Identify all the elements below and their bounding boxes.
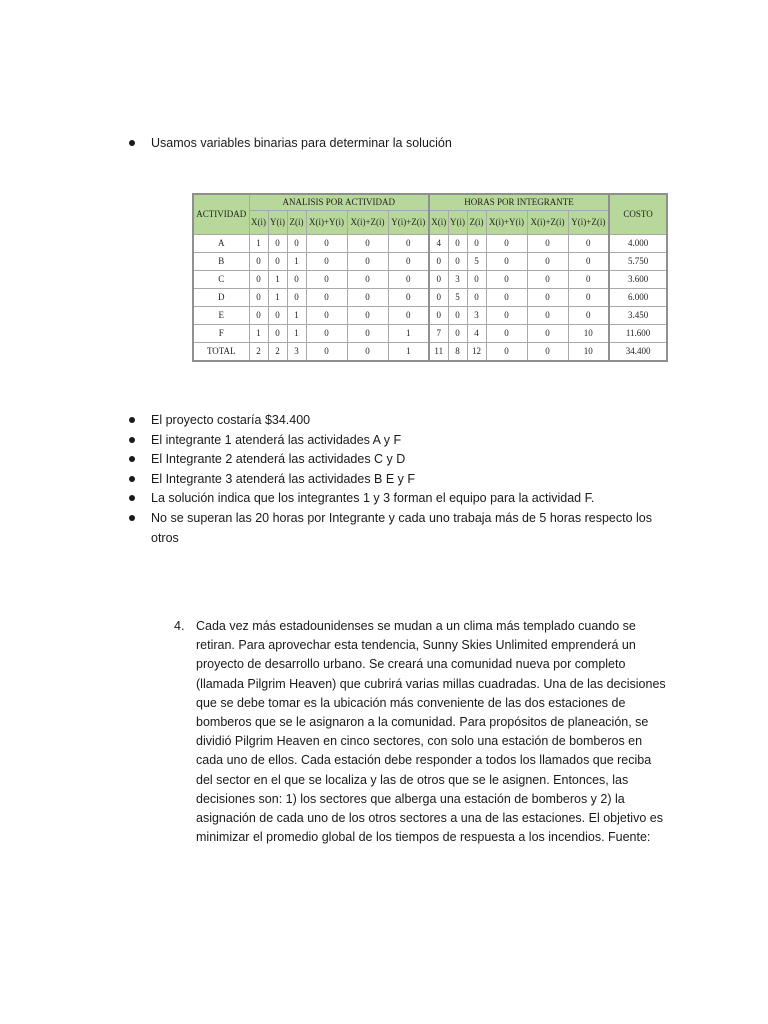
header-actividad: ACTIVIDAD	[193, 194, 249, 234]
subheader-cell: Y(i)+Z(i)	[568, 210, 609, 234]
subheader-cell: Y(i)	[268, 210, 287, 234]
bullet-item	[128, 470, 668, 490]
value-cell: 0	[486, 288, 527, 306]
subheader-cell: X(i)+Y(i)	[306, 210, 347, 234]
value-cell: 0	[249, 270, 268, 288]
value-cell: 0	[568, 270, 609, 288]
value-cell: 10	[568, 324, 609, 342]
bullet-item	[128, 411, 668, 431]
row-label-cell: TOTAL	[193, 342, 249, 361]
value-cell: 0	[388, 252, 429, 270]
value-cell: 0	[249, 288, 268, 306]
value-cell: 1	[287, 252, 306, 270]
bullet-item	[128, 450, 668, 470]
value-cell: 2	[268, 342, 287, 361]
value-cell: 0	[448, 252, 467, 270]
table-row	[193, 306, 667, 324]
problem-number: 4.	[174, 619, 185, 633]
row-label-cell: C	[193, 270, 249, 288]
table-row	[193, 234, 667, 252]
value-cell: 0	[249, 252, 268, 270]
subheader-cell: X(i)+Z(i)	[347, 210, 388, 234]
table-row	[193, 324, 667, 342]
value-cell: 0	[527, 306, 568, 324]
row-label-cell: D	[193, 288, 249, 306]
results-bullet-list	[128, 411, 668, 548]
costo-cell: 34.400	[609, 342, 667, 361]
value-cell: 0	[527, 270, 568, 288]
value-cell: 0	[568, 306, 609, 324]
costo-cell: 5.750	[609, 252, 667, 270]
value-cell: 0	[568, 252, 609, 270]
table-body	[193, 234, 667, 361]
bullet-dot-icon	[129, 476, 135, 482]
bullet-dot-icon	[129, 437, 135, 443]
value-cell: 0	[347, 234, 388, 252]
value-cell: 0	[268, 306, 287, 324]
value-cell: 4	[429, 234, 448, 252]
bullet-item	[128, 134, 668, 154]
value-cell: 0	[527, 234, 568, 252]
subheader-cell: X(i)	[249, 210, 268, 234]
value-cell: 0	[287, 234, 306, 252]
value-cell: 0	[486, 252, 527, 270]
bullet-text: El integrante 1 atenderá las actividades A y F	[151, 432, 402, 447]
value-cell: 1	[287, 306, 306, 324]
value-cell: 0	[527, 252, 568, 270]
value-cell: 0	[429, 288, 448, 306]
value-cell: 0	[429, 306, 448, 324]
header-horas-por-integrante: HORAS POR INTEGRANTE	[429, 194, 609, 210]
value-cell: 0	[568, 234, 609, 252]
subheader-cell: X(i)	[429, 210, 448, 234]
bullet-dot-icon	[129, 515, 135, 521]
value-cell: 3	[448, 270, 467, 288]
value-cell: 0	[486, 342, 527, 361]
costo-cell: 3.450	[609, 306, 667, 324]
row-label-cell: A	[193, 234, 249, 252]
subheader-cell: Y(i)	[448, 210, 467, 234]
value-cell: 0	[347, 324, 388, 342]
value-cell: 0	[306, 234, 347, 252]
value-cell: 0	[347, 288, 388, 306]
value-cell: 0	[306, 270, 347, 288]
value-cell: 0	[306, 342, 347, 361]
value-cell: 1	[268, 270, 287, 288]
value-cell: 0	[306, 288, 347, 306]
solution-table-image	[192, 193, 666, 361]
value-cell: 0	[527, 324, 568, 342]
bullet-text: El Integrante 2 atenderá las actividades C y D	[151, 452, 406, 467]
solution-table	[192, 193, 668, 362]
bullet-text: No se superan las 20 horas por Integrante y cada uno trabaja más de 5 horas respecto los otros	[151, 510, 652, 545]
value-cell: 1	[249, 324, 268, 342]
value-cell: 0	[268, 234, 287, 252]
value-cell: 1	[249, 234, 268, 252]
value-cell: 5	[448, 288, 467, 306]
header-costo: COSTO	[609, 194, 667, 234]
value-cell: 0	[306, 324, 347, 342]
value-cell: 1	[388, 324, 429, 342]
value-cell: 12	[467, 342, 486, 361]
row-label-cell: E	[193, 306, 249, 324]
bullet-dot-icon	[129, 140, 135, 146]
value-cell: 0	[268, 324, 287, 342]
bullet-item	[128, 509, 668, 548]
value-cell: 0	[448, 306, 467, 324]
subheader-row	[193, 210, 667, 234]
value-cell: 0	[347, 252, 388, 270]
value-cell: 2	[249, 342, 268, 361]
value-cell: 3	[287, 342, 306, 361]
subheader-cell: Z(i)	[287, 210, 306, 234]
value-cell: 0	[388, 270, 429, 288]
subheader-cell: Z(i)	[467, 210, 486, 234]
value-cell: 4	[467, 324, 486, 342]
value-cell: 0	[347, 306, 388, 324]
value-cell: 0	[527, 288, 568, 306]
value-cell: 0	[287, 270, 306, 288]
value-cell: 0	[388, 234, 429, 252]
costo-cell: 4.000	[609, 234, 667, 252]
value-cell: 1	[388, 342, 429, 361]
bullet-text: Usamos variables binarias para determinar la solución	[151, 136, 452, 150]
bullet-dot-icon	[129, 417, 135, 423]
value-cell: 0	[486, 324, 527, 342]
costo-cell: 3.600	[609, 270, 667, 288]
bullet-text: El proyecto costaría $34.400	[151, 413, 311, 427]
subheader-cell: X(i)+Z(i)	[527, 210, 568, 234]
value-cell: 1	[268, 288, 287, 306]
bullet-text: El Integrante 3 atenderá las actividades B E y F	[151, 471, 416, 486]
value-cell: 10	[568, 342, 609, 361]
subheader-cell: Y(i)+Z(i)	[388, 210, 429, 234]
value-cell: 3	[467, 306, 486, 324]
intro-bullet-list	[128, 134, 668, 154]
bullet-text: La solución indica que los integrantes 1 y 3 forman el equipo para la actividad F.	[151, 491, 595, 506]
value-cell: 0	[527, 342, 568, 361]
table-row	[193, 252, 667, 270]
bullet-item	[128, 489, 668, 509]
value-cell: 0	[306, 252, 347, 270]
value-cell: 0	[287, 288, 306, 306]
value-cell: 0	[448, 234, 467, 252]
table-row	[193, 270, 667, 288]
row-label-cell: F	[193, 324, 249, 342]
value-cell: 0	[467, 270, 486, 288]
value-cell: 0	[388, 306, 429, 324]
value-cell: 0	[249, 306, 268, 324]
costo-cell: 11.600	[609, 324, 667, 342]
value-cell: 11	[429, 342, 448, 361]
value-cell: 0	[429, 252, 448, 270]
bullet-dot-icon	[129, 456, 135, 462]
table-row	[193, 342, 667, 361]
bullet-item	[128, 431, 668, 451]
value-cell: 0	[306, 306, 347, 324]
value-cell: 0	[467, 234, 486, 252]
subheader-cell: X(i)+Y(i)	[486, 210, 527, 234]
value-cell: 0	[448, 324, 467, 342]
header-analisis-por-actividad: ANALISIS POR ACTIVIDAD	[249, 194, 429, 210]
value-cell: 0	[486, 270, 527, 288]
table-row	[193, 288, 667, 306]
value-cell: 0	[347, 342, 388, 361]
value-cell: 5	[467, 252, 486, 270]
value-cell: 0	[467, 288, 486, 306]
costo-cell: 6.000	[609, 288, 667, 306]
value-cell: 0	[347, 270, 388, 288]
value-cell: 0	[568, 288, 609, 306]
bullet-dot-icon	[129, 495, 135, 501]
value-cell: 7	[429, 324, 448, 342]
problem-text: Cada vez más estadounidenses se mudan a un clima más templado cuando se retiran. Para aprovechar esta tendencia, Sunny Skies Unlimited emprenderá un proyecto de desarrollo urbano. Se creará una comunidad nueva por completo (llamada Pilgrim Heaven) que cubrirá varias millas cuadradas. Una de las decisiones que se debe tomar es la ubicación más conveniente de las dos estaciones de bomberos que se le asignaron a la comunidad. Para propósitos de planeación, se dividió Pilgrim Heaven en cinco sectores, con solo una estación de bomberos en cada uno de ellos. Cada estación debe responder a todos los llamados que reciba del sector en el que se localiza y las de otros que se le asignen. Entonces, las decisiones son: 1) los sectores que alberga una estación de bomberos y 2) la asignación de cada uno de los otros sectores a una de las estaciones. El objetivo es minimizar el promedio global de los tiempos de respuesta a los incendios. Fuente:	[196, 619, 666, 845]
value-cell: 0	[388, 288, 429, 306]
value-cell: 0	[268, 252, 287, 270]
value-cell: 0	[486, 306, 527, 324]
row-label-cell: B	[193, 252, 249, 270]
value-cell: 0	[429, 270, 448, 288]
value-cell: 8	[448, 342, 467, 361]
value-cell: 0	[486, 234, 527, 252]
value-cell: 1	[287, 324, 306, 342]
